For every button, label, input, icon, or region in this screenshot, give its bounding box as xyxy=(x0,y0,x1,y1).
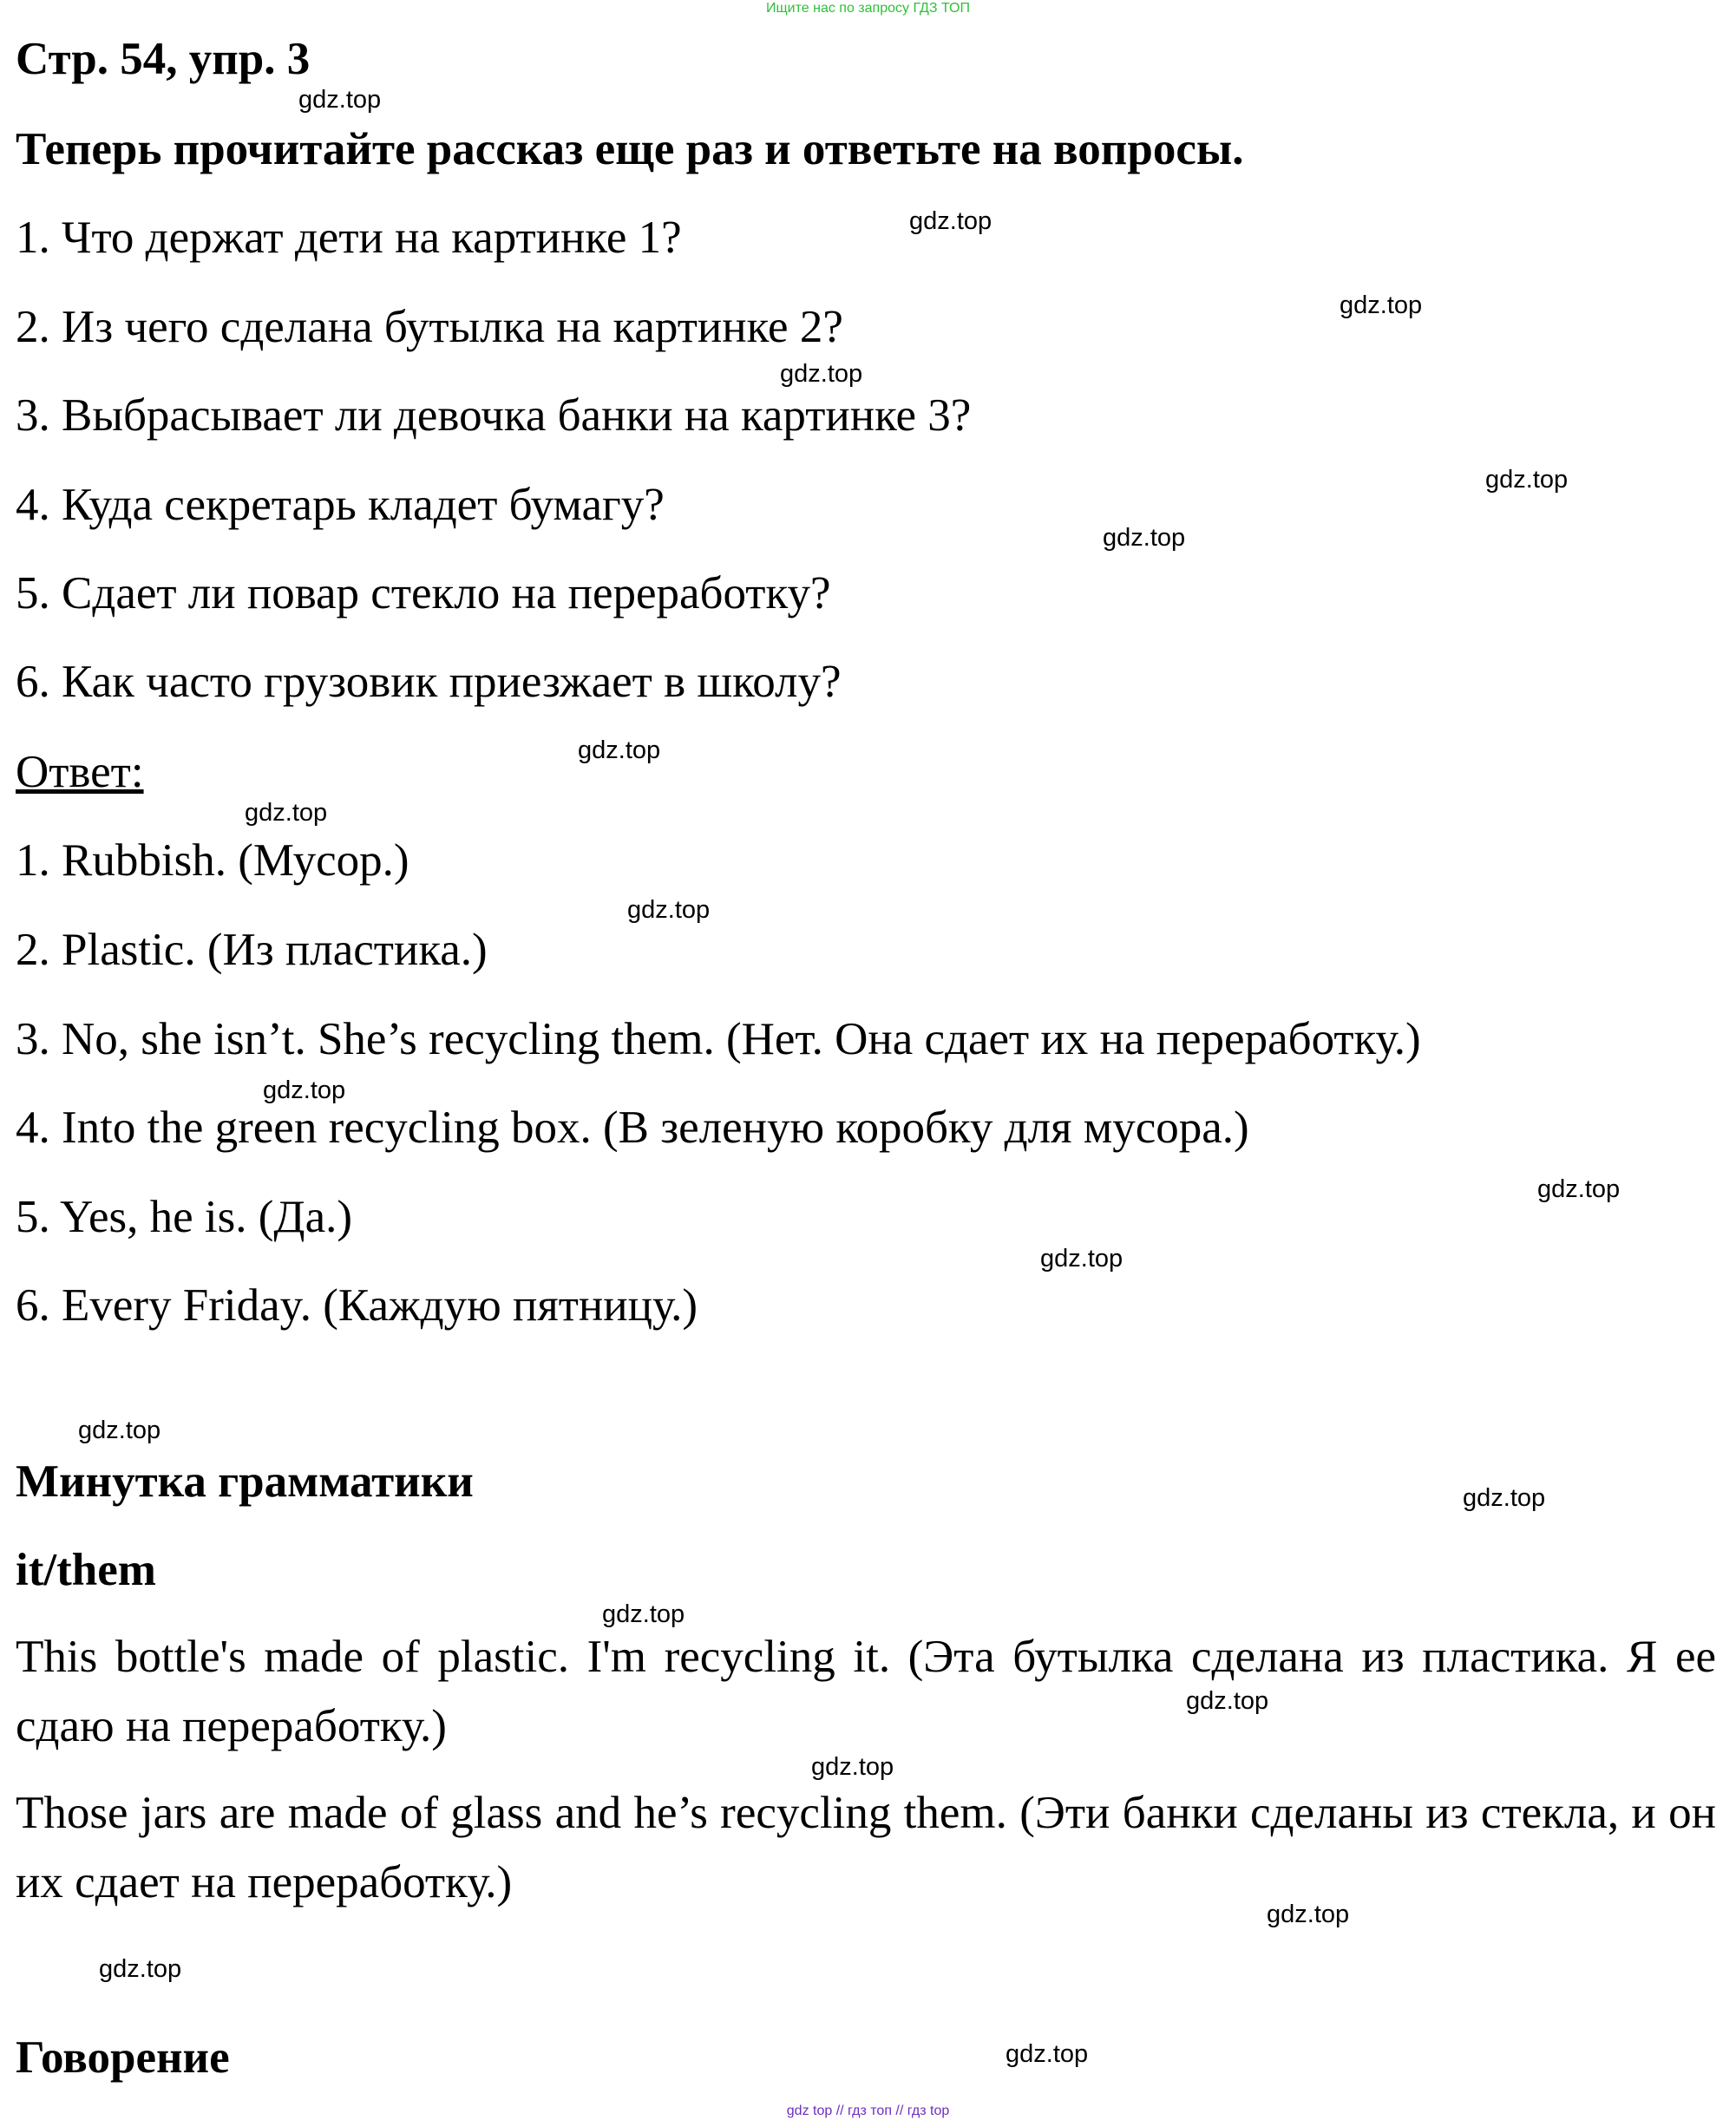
watermark: gdz.top xyxy=(245,799,328,827)
page-title: Стр. 54, упр. 3 xyxy=(16,34,311,84)
watermark: gdz.top xyxy=(1267,1901,1350,1928)
question-2: 2. Из чего сделана бутылка на картинке 2? xyxy=(16,302,843,352)
watermark: gdz.top xyxy=(78,1417,161,1444)
grammar-example-1: This bottle's made of plastic. I'm recycling it. (Эта бутылка сделана из пластика. Я ее сдаю на переработку.) xyxy=(16,1632,1716,1751)
question-6: 6. Как часто грузовик приезжает в школу? xyxy=(16,657,842,707)
watermark: gdz.top xyxy=(602,1600,685,1628)
grammar-example-2: Those jars are made of glass and he’s recycling them. (Эти банки сделаны из стекла, и он их сдает на переработку.) xyxy=(16,1788,1716,1907)
top-banner: Ищите нас по запросу ГДЗ ТОП xyxy=(766,1,970,16)
watermark: gdz.top xyxy=(1485,466,1569,494)
watermark: gdz.top xyxy=(780,360,863,388)
watermark: gdz.top xyxy=(1186,1687,1269,1715)
answer-6: 6. Every Friday. (Каждую пятницу.) xyxy=(16,1280,698,1331)
speaking-heading: Говорение xyxy=(16,2032,230,2083)
watermark: gdz.top xyxy=(909,207,992,235)
watermark: gdz.top xyxy=(298,86,382,114)
grammar-heading: Минутка грамматики xyxy=(16,1456,474,1507)
watermark: gdz.top xyxy=(263,1076,346,1104)
watermark: gdz.top xyxy=(1006,2040,1089,2068)
instruction-heading: Теперь прочитайте рассказ еще раз и ответьте на вопросы. xyxy=(16,124,1244,174)
question-5: 5. Сдает ли повар стекло на переработку? xyxy=(16,568,831,618)
footer-watermark: gdz top // гдз топ // гдз top xyxy=(786,2104,950,2118)
answer-label: Ответ: xyxy=(16,747,144,797)
answer-3: 3. No, she isn’t. She’s recycling them. (Нет. Она сдает их на переработку.) xyxy=(16,1014,1421,1064)
watermark: gdz.top xyxy=(1103,524,1186,552)
answer-5: 5. Yes, he is. (Да.) xyxy=(16,1192,353,1242)
watermark: gdz.top xyxy=(1537,1175,1621,1203)
watermark: gdz.top xyxy=(1463,1484,1546,1512)
grammar-subheading: it/them xyxy=(16,1545,156,1595)
watermark: gdz.top xyxy=(1340,291,1423,319)
watermark: gdz.top xyxy=(578,736,661,764)
watermark: gdz.top xyxy=(99,1955,182,1983)
answer-2: 2. Plastic. (Из пластика.) xyxy=(16,925,488,975)
question-1: 1. Что держат дети на картинке 1? xyxy=(16,213,682,263)
watermark: gdz.top xyxy=(627,896,711,924)
watermark: gdz.top xyxy=(811,1753,894,1781)
question-4: 4. Куда секретарь кладет бумагу? xyxy=(16,480,665,530)
question-3: 3. Выбрасывает ли девочка банки на картинке 3? xyxy=(16,390,972,441)
answer-1: 1. Rubbish. (Мусор.) xyxy=(16,835,409,886)
answer-4: 4. Into the green recycling box. (В зеленую коробку для мусора.) xyxy=(16,1103,1249,1153)
watermark: gdz.top xyxy=(1040,1245,1123,1273)
